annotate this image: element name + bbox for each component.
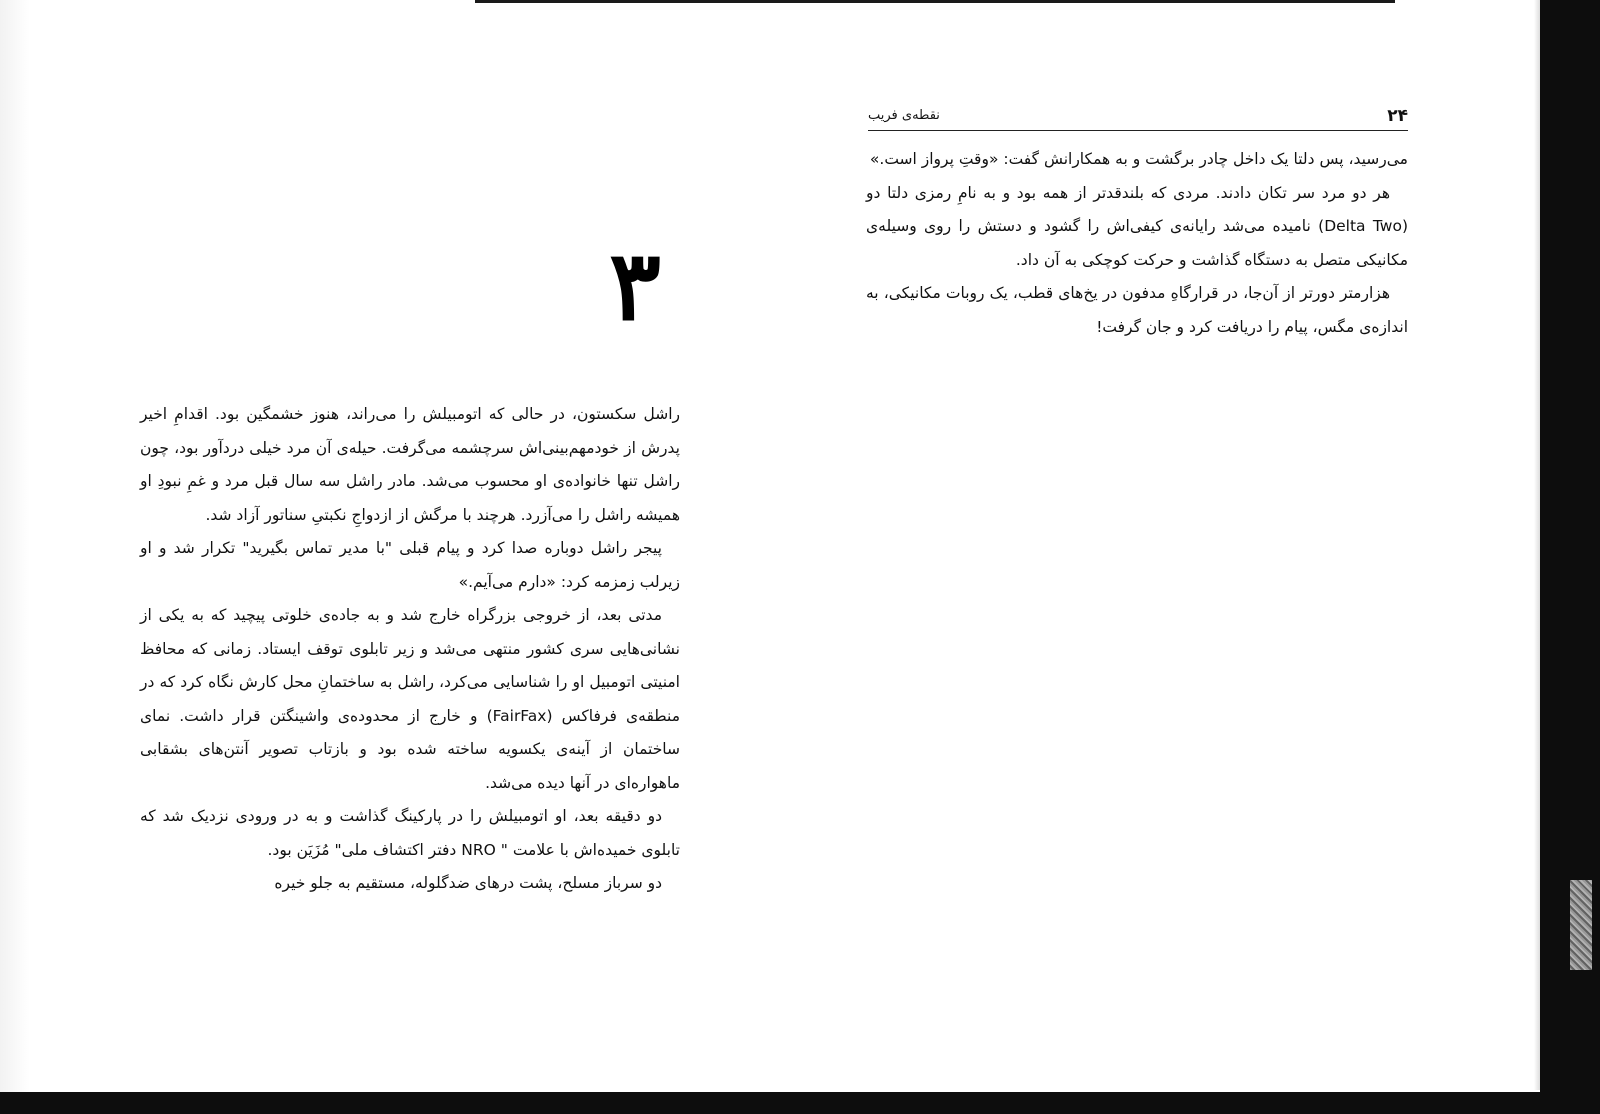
- paragraph: مدتی بعد، از خروجی بزرگراه خارج شد و به جاده‌ی خلوتی پیچید که به یکی از نشانی‌هایی سری کشور منتهی می‌شد و زیر تابلوی توقف ایستاد. زمانی که محافظ امنیتی اتومبیل او را شناسایی می‌کرد، راشل به ساختمانِ محل کارش نگاه کرد که در منطقه‌ی فرفاکس (FairFax) و خارج از محدوده‌ی واشینگتن قرار داشت. نمای ساختمان از آینه‌ی یکسویه ساخته شده بود و بازتاب تصویر آنتن‌های بشقابی ماهواره‌ای در آنها دیده می‌شد.: [140, 606, 681, 792]
- page-number: ۲۴: [1387, 106, 1408, 126]
- scan-border-bottom: [0, 1092, 1600, 1114]
- paragraph: دو دقیقه بعد، او اتومبیلش را در پارکینگ گذاشت و به در ورودی نزدیک شد که تابلوی خمیده‌اش با علامت " NRO دفتر اکتشاف ملی" مُزَیَن بود.: [140, 807, 680, 859]
- paragraph: هر دو مرد سر تکان دادند. مردی که بلندقدتر از همه بود و به نامِ رمزی دلتا دو (Delta Two) نامیده می‌شد رایانه‌ی کیفی‌اش را گشود و دستش را روی وسیله‌ی مکانیکی متصل به دستگاه گذاشت و حرکت کوچکی به آن داد.: [866, 183, 1409, 269]
- paragraph: می‌رسید، پس دلتا یک داخل چادر برگشت و به همکارانش گفت: «وقتِ پرواز است.»: [869, 150, 1408, 168]
- left-page-body: [140, 398, 680, 901]
- scan-border-top: [475, 0, 1395, 3]
- page-header: [868, 106, 1408, 131]
- paragraph: دو سرباز مسلح، پشت درهای ضدگلوله، مستقیم به جلو خیره: [274, 874, 662, 892]
- paragraph: پیجر راشل دوباره صدا کرد و پیام قبلی "با مدیر تماس بگیرید" تکرار شد و او زیرلب زمزمه کرد: «دارم می‌آیم.»: [140, 539, 680, 591]
- right-page-body: [866, 143, 1408, 344]
- paragraph: راشل سکستون، در حالی که اتومبیلش را می‌راند، هنوز خشمگین بود. اقدامِ اخیر پدرش از خودمهم‌بینی‌اش سرچشمه می‌گرفت. حیله‌ی آن مرد خیلی دردآور بود، چون راشل تنها خانواده‌ی او محسوب می‌شد. مادر راشل سه سال قبل مرد و غمِ نبودِ او همیشه راشل را می‌آزرد. هرچند با مرگش از ازدواجِ نکبتیِ سناتور آزاد شد.: [140, 405, 680, 524]
- scan-shadow-left: [0, 0, 30, 1114]
- running-title: نقطه‌ی فریب: [868, 108, 940, 123]
- scan-noise: [1570, 880, 1592, 970]
- chapter-number: ۳: [609, 229, 661, 342]
- paragraph: هزارمتر دورتر از آن‌جا، در قرارگاهِ مدفون در یخ‌های قطب، یک روبات مکانیکی، به اندازه‌ی مگس، پیام را دریافت کرد و جان گرفت!: [866, 284, 1408, 336]
